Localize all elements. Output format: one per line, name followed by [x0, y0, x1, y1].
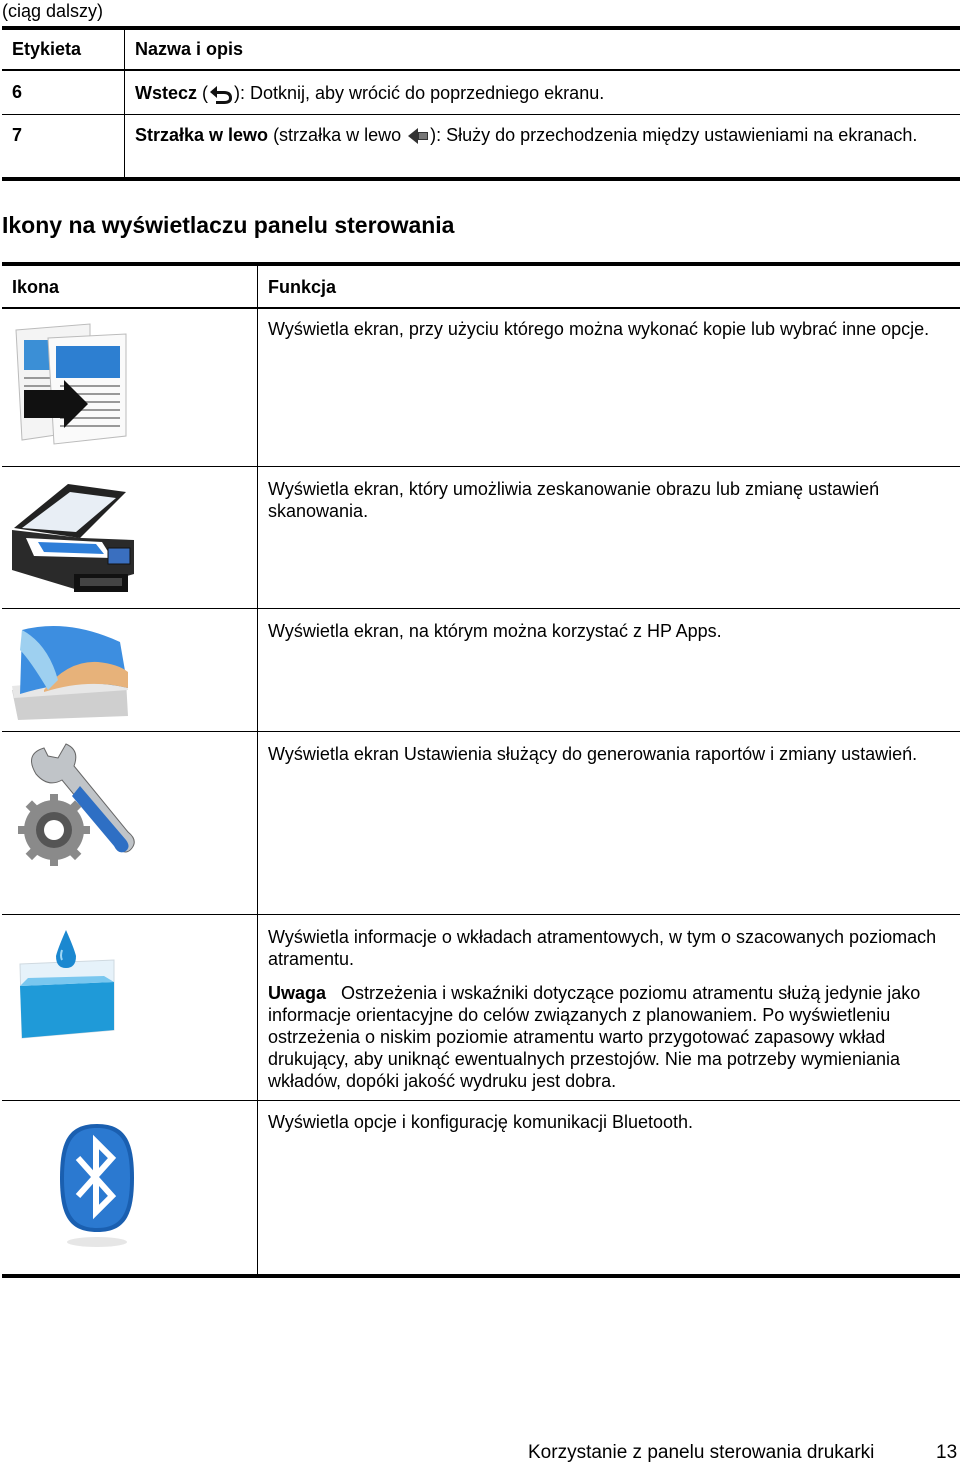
header-rule [2, 69, 960, 71]
row-name: Strzałka w lewo [135, 125, 269, 145]
row-label-7: 7 [12, 125, 23, 145]
copy-icon [10, 318, 130, 446]
back-arrow-icon [208, 83, 234, 105]
table-top-rule [2, 26, 960, 30]
left-arrow-icon [406, 126, 430, 146]
row-label-6: 6 [12, 82, 23, 102]
row-desc-pre: ( [197, 83, 209, 103]
section-title: Ikony na wyświetlaczu panelu sterowania [2, 212, 455, 238]
ink-note [268, 982, 948, 1092]
table-row-text: Wyświetla ekran, na którym można korzystać z HP Apps. [268, 621, 722, 641]
row-divider [2, 608, 960, 609]
header-rule [2, 307, 960, 309]
row-divider [2, 466, 960, 467]
table-row-text: Wyświetla ekran Ustawienia służący do generowania raportów i zmiany ustawień. [268, 744, 918, 764]
footer-title: Korzystanie z panelu sterowania drukarki [528, 1442, 875, 1463]
row-desc-post: ): Służy do przechodzenia między ustawieniami na ekranach. [430, 125, 918, 145]
settings-icon [14, 740, 142, 876]
row-divider [2, 1100, 960, 1101]
bluetooth-icon [56, 1122, 138, 1250]
table-row-text: Wyświetla ekran, przy użyciu którego można wykonać kopie lub wybrać inne opcje. [268, 319, 930, 339]
table-bottom-rule [2, 1274, 960, 1278]
table-row [135, 124, 935, 146]
row-name: Wstecz [135, 83, 198, 103]
header-function: Funkcja [268, 277, 337, 297]
hp-apps-icon [8, 620, 132, 724]
page-number: 13 [936, 1442, 958, 1463]
row-desc-pre: (strzałka w lewo [268, 125, 407, 145]
column-divider [257, 266, 258, 1275]
table-row-text: Wyświetla opcje i konfigurację komunikacji Bluetooth. [268, 1112, 694, 1132]
note-label: Uwaga [268, 983, 327, 1003]
table-row-text: Wyświetla informacje o wkładach atramentowych, w tym o szacowanych poziomach atramentu. [268, 927, 937, 969]
table-row-text: Wyświetla ekran, który umożliwia zeskanowanie obrazu lub zmianę ustawień skanowania. [268, 479, 880, 521]
header-label: Etykieta [12, 39, 82, 59]
header-icon: Ikona [12, 277, 60, 297]
row-divider [2, 731, 960, 732]
header-name: Nazwa i opis [135, 39, 244, 59]
table-top-rule [2, 262, 960, 266]
column-divider [124, 30, 125, 178]
scan-icon [8, 478, 136, 598]
row-desc-post: ): Dotknij, aby wrócić do poprzedniego ekranu. [234, 83, 605, 103]
row-divider [2, 114, 960, 115]
ink-icon [14, 928, 120, 1046]
continued-label: (ciąg dalszy) [2, 1, 104, 21]
row-divider [2, 914, 960, 915]
note-text: Ostrzeżenia i wskaźniki dotyczące poziomu atramentu służą jedynie jako informacje orientacyjne do celów związanych z planowaniem. Po wyświetleniu ostrzeżenia o niskim poziomie atramentu warto przygotować zapasowy wkład drukujący, aby uniknąć ewentualnych przestojów. Nie ma potrzeby wymieniania wkładów, dopóki jakość wydruku jest dobra. [268, 983, 921, 1091]
table-bottom-rule [2, 177, 960, 181]
table-row [135, 82, 935, 105]
